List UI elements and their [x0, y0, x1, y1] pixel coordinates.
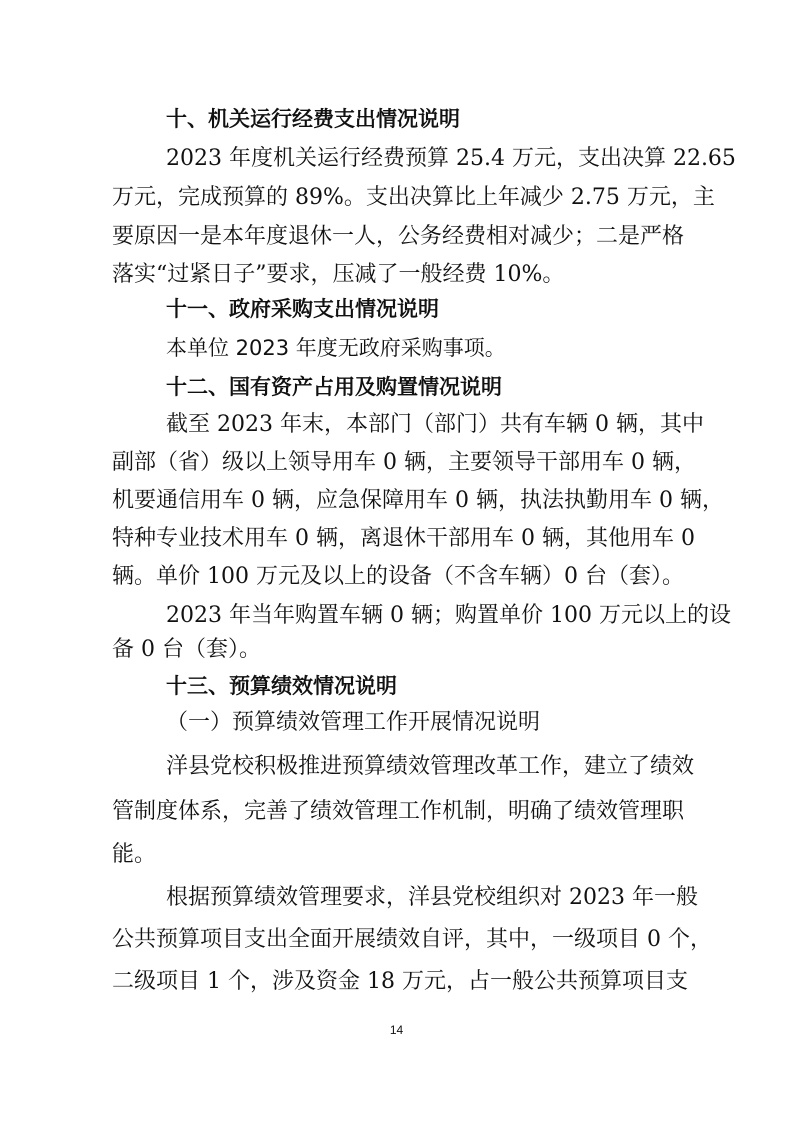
paragraph-line: 副部（省）级以上领导用车 0 辆，主要领导干部用车 0 辆，	[112, 450, 696, 475]
page-number: 14	[389, 1023, 404, 1037]
section-10-heading: 十、机关运行经费支出情况说明	[166, 107, 460, 131]
paragraph-line: 备 0 台（套）。	[112, 637, 261, 662]
paragraph-line: 万元，完成预算的 89%。支出决算比上年减少 2.75 万元，主	[112, 185, 715, 210]
paragraph-line: 2023 年度机关运行经费预算 25.4 万元，支出决算 22.65	[166, 146, 736, 171]
paragraph-line: 辆。单价 100 万元及以上的设备（不含车辆）0 台（套）。	[112, 564, 684, 589]
paragraph-line: 落实“过紧日子”要求，压减了一般经费 10%。	[112, 262, 565, 287]
paragraph-line: 洋县党校积极推进预算绩效管理改革工作，建立了绩效	[166, 754, 695, 779]
paragraph-line: 机要通信用车 0 辆，应急保障用车 0 辆，执法执勤用车 0 辆，	[112, 488, 724, 513]
paragraph-line: 能。	[112, 842, 157, 867]
paragraph-line: 要原因一是本年度退休一人，公务经费相对减少；二是严格	[112, 224, 685, 249]
paragraph-line: 根据预算绩效管理要求，洋县党校组织对 2023 年一般	[166, 885, 698, 910]
section-13-subheading: （一）预算绩效管理工作开展情况说明	[166, 710, 541, 735]
paragraph-line: 管制度体系，完善了绩效管理工作机制，明确了绩效管理职	[112, 799, 685, 824]
paragraph-line: 二级项目 1 个，涉及资金 18 万元，占一般公共预算项目支	[112, 969, 688, 994]
paragraph-line: 2023 年当年购置车辆 0 辆；购置单价 100 万元以上的设	[166, 603, 731, 628]
paragraph-line: 本单位 2023 年度无政府采购事项。	[166, 336, 506, 360]
section-13-heading: 十三、预算绩效情况说明	[166, 674, 397, 698]
section-11-heading: 十一、政府采购支出情况说明	[166, 297, 439, 321]
section-12-heading: 十二、国有资产占用及购置情况说明	[166, 375, 502, 399]
paragraph-line: 截至 2023 年末，本部门（部门）共有车辆 0 辆，其中	[166, 412, 704, 437]
paragraph-line: 特种专业技术用车 0 辆，离退休干部用车 0 辆，其他用车 0	[112, 526, 695, 551]
paragraph-line: 公共预算项目支出全面开展绩效自评，其中，一级项目 0 个，	[112, 927, 712, 952]
